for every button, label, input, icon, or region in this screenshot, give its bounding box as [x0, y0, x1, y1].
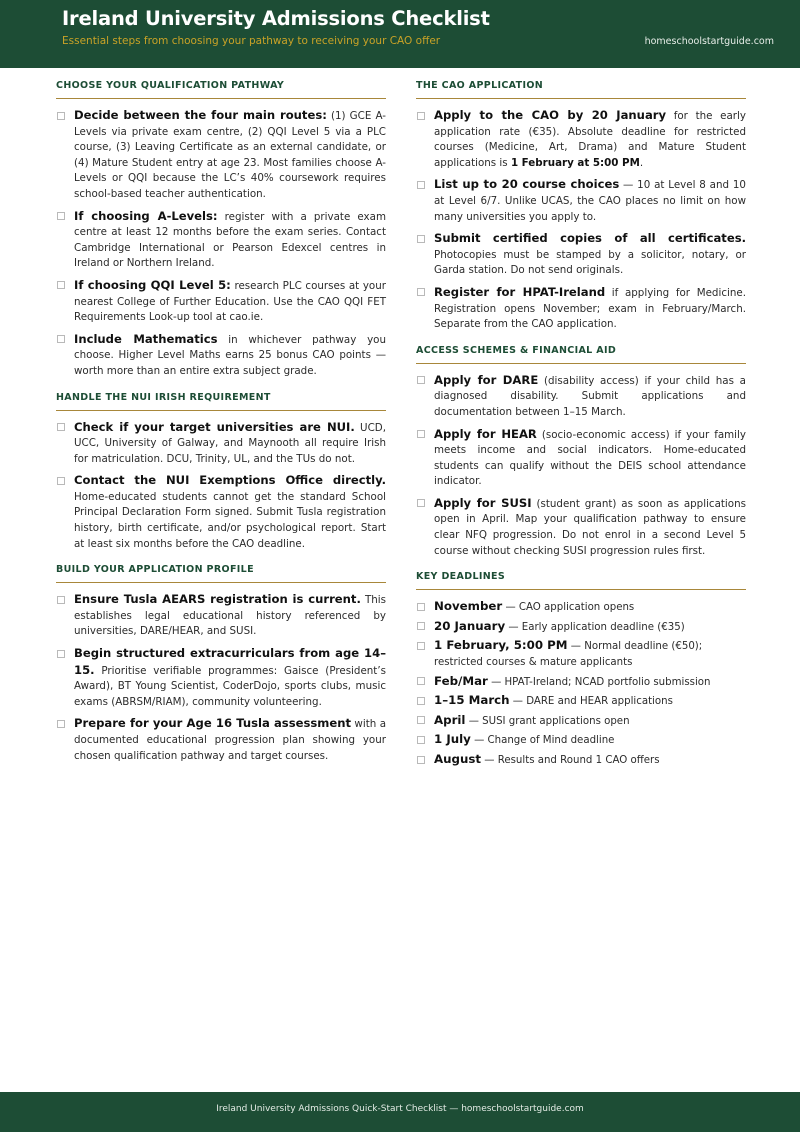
item-lead-text: Feb/Mar	[434, 673, 488, 688]
checklist-item[interactable]	[56, 332, 386, 380]
right-column	[416, 68, 746, 769]
item-lead-text: Check if your target universities are NUI.	[74, 419, 355, 434]
checklist	[56, 420, 386, 553]
checklist-item[interactable]	[56, 473, 386, 552]
item-body-text: — DARE and HEAR applications	[509, 696, 673, 708]
item-lead-text: 20 January	[434, 618, 506, 633]
checkbox-icon[interactable]	[417, 677, 425, 685]
item-lead-text: Submit certified copies of all certificates.	[434, 231, 746, 246]
checkbox-icon[interactable]	[417, 430, 425, 438]
checkbox-icon[interactable]	[57, 423, 65, 431]
checkbox-icon[interactable]	[417, 622, 425, 630]
item-lead-text: 1 July	[434, 732, 471, 747]
checklist-item[interactable]	[56, 716, 386, 764]
item-body-text: register with a private exam centre at least 12 months before the exam series. Contact Cambridge International or Pearson Edexcel centres in Ireland or Northern Ireland.	[74, 210, 386, 270]
item-lead-text: 1–15 March	[434, 693, 510, 708]
section-choose-your-qualification-pathway	[56, 68, 386, 380]
item-body-text: (1) GCE A-Levels via private exam centre, (2) QQI Level 5 via a PLC course, (3) Leaving Certificate as an external candidate, or (4) Mature Student entry at age 23. Most families choose A-Levels or QQI because the LC’s 40% coursework requires school-based teacher authentication.	[74, 110, 386, 200]
checklist-item[interactable]	[56, 278, 386, 326]
checkbox-icon[interactable]	[417, 716, 425, 724]
item-body-text: — 10 at Level 8 and 10 at Level 6/7. Unlike UCAS, the CAO places no limit on how many universities you apply to.	[434, 179, 746, 223]
item-body-text: for the early application rate (€35). Absolute deadline for restricted courses (Medicine, Art, Drama) and Mature Student applications is	[434, 110, 746, 169]
checklist-item[interactable]	[416, 496, 746, 559]
deadline-row[interactable]	[416, 599, 746, 616]
section-divider	[416, 589, 746, 590]
item-lead-text: November	[434, 599, 503, 614]
deadline-row[interactable]	[416, 693, 746, 710]
checklist	[416, 108, 746, 333]
checklist	[56, 108, 386, 380]
deadline-row[interactable]	[416, 732, 746, 749]
checkbox-icon[interactable]	[417, 499, 425, 507]
checklist-item[interactable]	[416, 373, 746, 421]
item-lead-text: Apply for SUSI	[434, 495, 532, 510]
checklist-item[interactable]	[56, 209, 386, 272]
checkbox-icon[interactable]	[57, 720, 65, 728]
checklist-item[interactable]	[416, 427, 746, 490]
section-heading: KEY DEADLINES	[416, 571, 506, 583]
item-body-text: Prioritise verifiable programmes: Gaisce (President’s Award), BT Young Scientist, CoderDojo, sports clubs, music exams (ABRSM/RIAM), community volunteering.	[74, 664, 386, 708]
checkbox-icon[interactable]	[57, 212, 65, 220]
section-divider	[56, 410, 386, 411]
checkbox-icon[interactable]	[57, 281, 65, 289]
item-lead-text: August	[434, 752, 482, 766]
checkbox-icon[interactable]	[417, 756, 425, 764]
item-lead-text: Ensure Tusla AEARS registration is current.	[74, 592, 361, 607]
checklist-item[interactable]	[56, 646, 386, 710]
item-body-text: in whichever pathway you choose. Higher Level Maths earns 25 bonus CAO points — worth more than an entire extra subject grade.	[74, 333, 386, 377]
item-body-text: — Normal deadline (€50); restricted courses & mature applicants	[434, 641, 703, 669]
page-title: Ireland University Admissions Checklist	[62, 7, 490, 30]
item-lead-text: Begin structured extracurriculars from age 14–15.	[74, 646, 386, 677]
checkbox-icon[interactable]	[57, 477, 65, 485]
page-subtitle: Essential steps from choosing your pathway to receiving your CAO offer	[62, 35, 441, 47]
checkbox-icon[interactable]	[417, 697, 425, 705]
section-key-deadlines	[416, 559, 746, 768]
checkbox-icon[interactable]	[417, 181, 425, 189]
section-divider	[416, 363, 746, 364]
item-lead-text: 1 February, 5:00 PM	[434, 638, 568, 653]
deadline-row[interactable]	[416, 674, 746, 691]
checkbox-icon[interactable]	[417, 235, 425, 243]
item-body-text: — HPAT-Ireland; NCAD portfolio submission	[487, 676, 711, 688]
item-body-text: with a documented educational progression plan showing your chosen qualification pathway and target courses.	[74, 718, 386, 762]
deadline-row[interactable]	[416, 619, 746, 636]
item-lead-text: April	[434, 712, 466, 727]
deadline-row[interactable]	[416, 638, 746, 670]
page-header	[0, 0, 800, 68]
checkbox-icon[interactable]	[417, 603, 425, 611]
deadline-row[interactable]	[416, 752, 746, 769]
section-divider	[416, 98, 746, 99]
item-emphasis-text: 1 February at 5:00 PM	[510, 156, 640, 169]
section-divider	[56, 582, 386, 583]
item-body-text: Photocopies must be stamped by a solicitor, notary, or Garda station. Do not send originals.	[434, 248, 746, 277]
item-body-text: research PLC courses at your nearest College of Further Education. Use the CAO QQI FET Requirements Look-up tool at cao.ie.	[74, 279, 386, 324]
item-lead-text: Prepare for your Age 16 Tusla assessment	[74, 716, 351, 731]
checkbox-icon[interactable]	[57, 335, 65, 343]
item-body-text: — Change of Mind deadline	[470, 735, 615, 747]
section-heading: ACCESS SCHEMES & FINANCIAL AID	[416, 344, 617, 356]
item-body-text: — SUSI grant applications open	[465, 715, 630, 727]
section-heading: BUILD YOUR APPLICATION PROFILE	[56, 564, 254, 576]
checklist-content	[0, 68, 800, 1086]
item-body-text: (socio-economic access) if your family meets income and social indicators. Home-educated students can qualify without the DEIS school attendance indicator.	[434, 428, 746, 488]
checklist-item[interactable]	[416, 231, 746, 279]
section-heading: HANDLE THE NUI IRISH REQUIREMENT	[56, 391, 271, 403]
checklist-item[interactable]	[416, 108, 746, 171]
checklist	[416, 599, 746, 768]
checkbox-icon[interactable]	[417, 642, 425, 650]
checklist-item[interactable]	[416, 285, 746, 333]
section-divider	[56, 98, 386, 99]
checkbox-icon[interactable]	[57, 596, 65, 604]
checkbox-icon[interactable]	[417, 736, 425, 744]
item-lead-text: Decide between the four main routes:	[74, 108, 327, 122]
item-body-text: (disability access) if your child has a diagnosed disability. Submit applications and documentation between 1–15 March.	[434, 374, 746, 418]
page-footer	[0, 1092, 800, 1132]
item-lead-text: Register for HPAT-Ireland	[434, 284, 606, 299]
item-body-text: — Results and Round 1 CAO offers	[481, 755, 660, 766]
item-lead-text: Apply for DARE	[434, 372, 539, 387]
item-body-text: — Early application deadline (€35)	[505, 621, 685, 633]
footer-text: Ireland University Admissions Quick-Start Checklist — homeschoolstartguide.com	[216, 1104, 584, 1114]
item-body-text: — CAO application opens	[502, 602, 635, 614]
section-handle-the-nui-irish-requirement	[56, 380, 386, 553]
item-body-text: (student grant) as soon as applications open in April. Map your qualification pathway to ensure clear NFQ progression. Do not enrol in a second Level 5 course without checking SUSI progression rules first.	[434, 497, 746, 557]
checklist	[416, 373, 746, 560]
checkbox-icon[interactable]	[57, 650, 65, 658]
item-body-text: Home-educated students cannot get the standard School Principal Declaration Form signed. Submit Tusla registration history, birth certificate, and/or psychological report. Start at least six months before the CAO deadline.	[74, 490, 386, 550]
section-heading: CHOOSE YOUR QUALIFICATION PATHWAY	[56, 80, 285, 91]
checklist	[56, 592, 386, 764]
item-lead-text: Apply for HEAR	[434, 426, 537, 441]
item-body-text: if applying for Medicine. Registration opens November; exam in February/March. Separate from the CAO application.	[434, 286, 746, 331]
section-heading: THE CAO APPLICATION	[416, 80, 544, 91]
checkbox-icon[interactable]	[417, 376, 425, 384]
checkbox-icon[interactable]	[417, 112, 425, 120]
item-lead-text: If choosing A-Levels:	[74, 208, 218, 223]
item-lead-text: Include Mathematics	[74, 331, 218, 346]
checklist-item[interactable]	[56, 592, 386, 640]
section-access-schemes-financial-aid	[416, 333, 746, 560]
item-body-text: This establishes legal educational history referenced by universities, DARE/HEAR, and SUSI.	[74, 594, 386, 638]
header-site-url: homeschoolstartguide.com	[644, 36, 774, 47]
section-the-cao-application	[416, 68, 746, 333]
checklist-item[interactable]	[56, 108, 386, 203]
left-column	[56, 68, 386, 764]
checkbox-icon[interactable]	[57, 112, 65, 120]
item-lead-text: List up to 20 course choices	[434, 177, 620, 192]
item-lead-text: If choosing QQI Level 5:	[74, 277, 231, 292]
deadline-row[interactable]	[416, 713, 746, 730]
item-lead-text: Apply to the CAO by 20 January	[434, 108, 667, 122]
item-body-text: UCD, UCC, University of Galway, and Maynooth all require Irish for matriculation. DCU, Trinity, UL, and the TUs do not.	[74, 421, 386, 465]
item-body-tail-text: .	[639, 156, 644, 169]
section-build-your-application-profile	[56, 552, 386, 764]
checkbox-icon[interactable]	[417, 288, 425, 296]
checklist-item[interactable]	[56, 420, 386, 468]
checklist-item[interactable]	[416, 177, 746, 225]
item-lead-text: Contact the NUI Exemptions Office directly.	[74, 473, 386, 488]
